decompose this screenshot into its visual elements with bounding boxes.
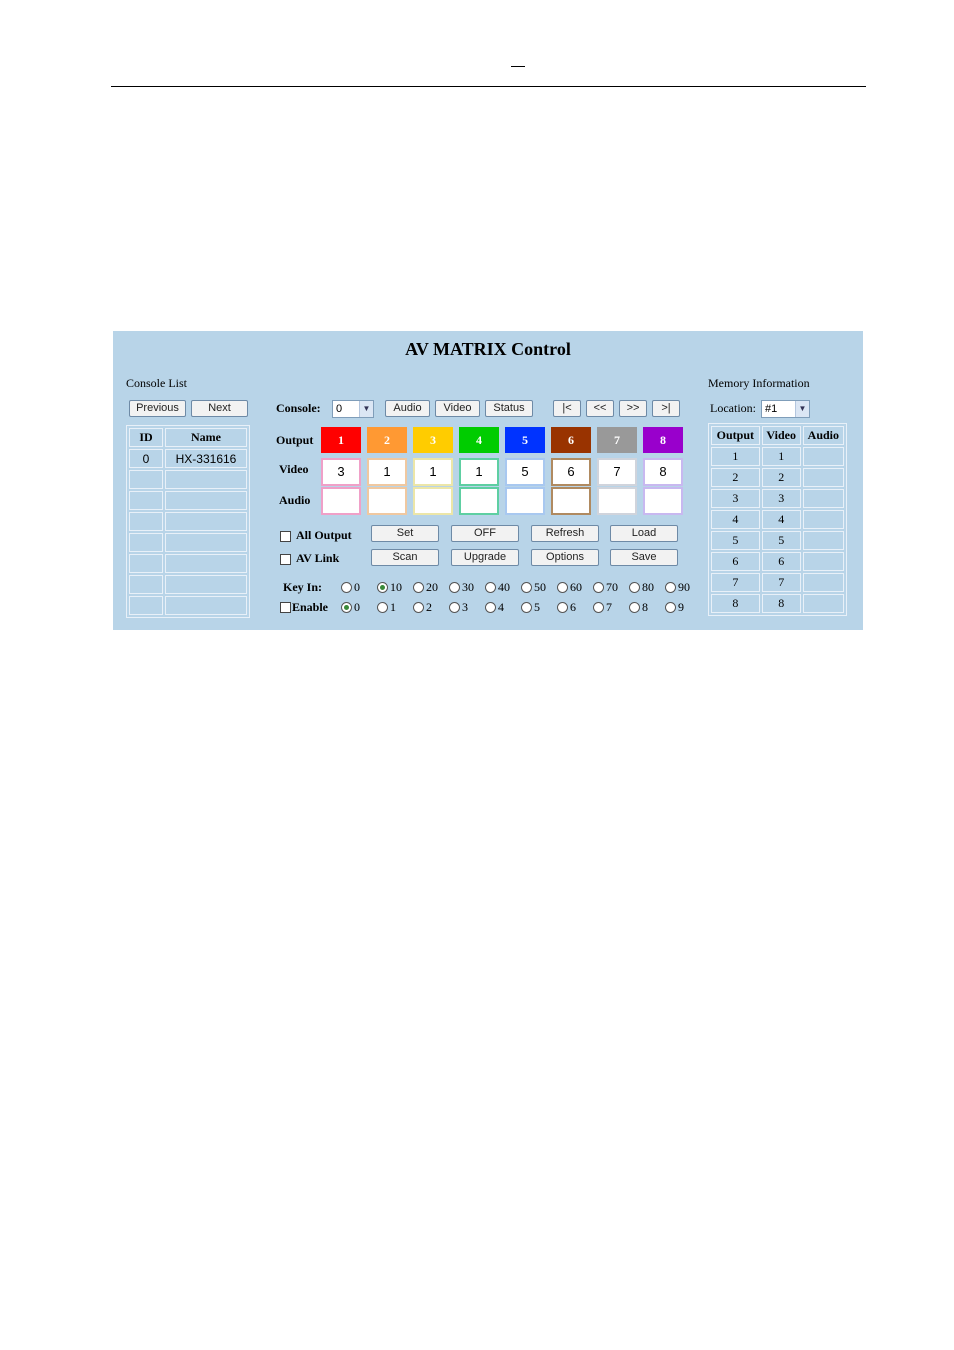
enable-checkbox[interactable] bbox=[280, 602, 291, 613]
video-row-label: Video bbox=[279, 462, 309, 476]
audio-input-2[interactable] bbox=[367, 487, 407, 515]
key_in-radio-label: 0 bbox=[354, 580, 360, 594]
next-button[interactable]: Next bbox=[191, 400, 248, 417]
output-button-7[interactable]: 7 bbox=[597, 427, 637, 453]
upgrade-button[interactable]: Upgrade bbox=[451, 549, 519, 566]
tab-video[interactable]: Video bbox=[435, 400, 480, 417]
video-input-8[interactable]: 8 bbox=[643, 458, 683, 486]
audio-row-label: Audio bbox=[279, 493, 311, 507]
console-select[interactable] bbox=[332, 400, 374, 418]
tab-audio[interactable]: Audio bbox=[385, 400, 430, 417]
all-output-checkbox[interactable] bbox=[280, 531, 291, 542]
header-mark bbox=[511, 66, 525, 67]
save-button[interactable]: Save bbox=[610, 549, 678, 566]
output-button-2[interactable]: 2 bbox=[367, 427, 407, 453]
first-page-button[interactable]: |< bbox=[553, 400, 581, 417]
audio-input-6[interactable] bbox=[551, 487, 591, 515]
memory-output-cell: 5 bbox=[711, 531, 760, 550]
memory-video-cell: 2 bbox=[762, 468, 801, 487]
prev-page-button[interactable]: << bbox=[586, 400, 614, 417]
memory-information-label: Memory Information bbox=[708, 376, 810, 390]
enable-radio-label: 6 bbox=[570, 600, 576, 614]
table-row[interactable] bbox=[129, 575, 247, 594]
refresh-button[interactable]: Refresh bbox=[531, 525, 599, 542]
enable-radio-label: 8 bbox=[642, 600, 648, 614]
key_in-radio-label: 20 bbox=[426, 580, 438, 594]
key_in-radio-label: 60 bbox=[570, 580, 582, 594]
key_in-radio-10[interactable] bbox=[377, 582, 388, 593]
memory-video-cell: 6 bbox=[762, 552, 801, 571]
console-list-label: Console List bbox=[126, 376, 188, 390]
enable-radio-8[interactable] bbox=[629, 602, 640, 613]
output-button-8[interactable]: 8 bbox=[643, 427, 683, 453]
key_in-radio-label: 90 bbox=[678, 580, 690, 594]
console-name-cell bbox=[165, 491, 247, 510]
key_in-radio-label: 10 bbox=[390, 580, 402, 594]
key_in-radio-70[interactable] bbox=[593, 582, 604, 593]
key_in-radio-label: 30 bbox=[462, 580, 474, 594]
enable-radio-6[interactable] bbox=[557, 602, 568, 613]
enable-radio-1[interactable] bbox=[377, 602, 388, 613]
enable-radio-label: 2 bbox=[426, 600, 432, 614]
console-id-cell bbox=[129, 575, 163, 594]
audio-input-8[interactable] bbox=[643, 487, 683, 515]
memory-audio-cell bbox=[803, 552, 844, 571]
memory-output-cell: 2 bbox=[711, 468, 760, 487]
table-row bbox=[711, 510, 844, 529]
av-link-label: AV Link bbox=[296, 551, 340, 565]
console-name-cell bbox=[165, 554, 247, 573]
table-row[interactable] bbox=[129, 596, 247, 615]
key_in-radio-40[interactable] bbox=[485, 582, 496, 593]
console-name-cell bbox=[165, 512, 247, 531]
key_in-radio-label: 40 bbox=[498, 580, 510, 594]
enable-radio-label: 0 bbox=[354, 600, 360, 614]
output-button-4[interactable]: 4 bbox=[459, 427, 499, 453]
memory-output-cell: 4 bbox=[711, 510, 760, 529]
enable-radio-3[interactable] bbox=[449, 602, 460, 613]
last-page-button[interactable]: >| bbox=[652, 400, 680, 417]
output-button-6[interactable]: 6 bbox=[551, 427, 591, 453]
memory-output-cell: 7 bbox=[711, 573, 760, 592]
console-id-cell bbox=[129, 554, 163, 573]
console-list-table bbox=[126, 425, 250, 618]
console-name-cell bbox=[165, 575, 247, 594]
output-button-1[interactable]: 1 bbox=[321, 427, 361, 453]
table-row bbox=[711, 447, 844, 466]
video-input-1[interactable]: 3 bbox=[321, 458, 361, 486]
enable-radio-9[interactable] bbox=[665, 602, 676, 613]
video-input-5[interactable]: 5 bbox=[505, 458, 545, 486]
location-select[interactable] bbox=[761, 400, 810, 418]
audio-input-7[interactable] bbox=[597, 487, 637, 515]
enable-radio-label: 5 bbox=[534, 600, 540, 614]
table-row[interactable] bbox=[129, 554, 247, 573]
av-matrix-panel bbox=[113, 331, 863, 630]
key_in-radio-30[interactable] bbox=[449, 582, 460, 593]
audio-input-1[interactable] bbox=[321, 487, 361, 515]
table-row[interactable] bbox=[129, 491, 247, 510]
enable-radio-5[interactable] bbox=[521, 602, 532, 613]
memory-audio-cell bbox=[803, 594, 844, 613]
column-header-output: Output bbox=[711, 426, 760, 445]
enable-radio-7[interactable] bbox=[593, 602, 604, 613]
location-select-value: #1 bbox=[765, 403, 778, 415]
chevron-down-icon: ▼ bbox=[795, 401, 809, 417]
chevron-down-icon: ▼ bbox=[359, 401, 373, 417]
table-row bbox=[711, 531, 844, 550]
memory-video-cell: 8 bbox=[762, 594, 801, 613]
column-header-audio: Audio bbox=[803, 426, 844, 445]
console-id-cell bbox=[129, 470, 163, 489]
memory-audio-cell bbox=[803, 489, 844, 508]
memory-video-cell: 7 bbox=[762, 573, 801, 592]
all-output-label: All Output bbox=[296, 528, 352, 542]
output-row-label: Output bbox=[276, 433, 314, 447]
column-header-video: Video bbox=[762, 426, 801, 445]
memory-output-cell: 6 bbox=[711, 552, 760, 571]
console-id-cell bbox=[129, 533, 163, 552]
table-row[interactable] bbox=[129, 512, 247, 531]
memory-video-cell: 4 bbox=[762, 510, 801, 529]
enable-radio-label: 7 bbox=[606, 600, 612, 614]
load-button[interactable]: Load bbox=[610, 525, 678, 542]
off-button[interactable]: OFF bbox=[451, 525, 519, 542]
key_in-radio-20[interactable] bbox=[413, 582, 424, 593]
console-name-cell bbox=[165, 533, 247, 552]
key_in-radio-80[interactable] bbox=[629, 582, 640, 593]
enable-radio-label: 3 bbox=[462, 600, 468, 614]
key_in-radio-50[interactable] bbox=[521, 582, 532, 593]
table-row bbox=[711, 594, 844, 613]
memory-output-cell: 3 bbox=[711, 489, 760, 508]
key_in-radio-label: 50 bbox=[534, 580, 546, 594]
table-row[interactable] bbox=[129, 533, 247, 552]
table-row bbox=[711, 573, 844, 592]
memory-audio-cell bbox=[803, 531, 844, 550]
console-id-cell bbox=[129, 491, 163, 510]
column-header-id: ID bbox=[129, 428, 163, 447]
previous-button[interactable]: Previous bbox=[129, 400, 186, 417]
audio-input-3[interactable] bbox=[413, 487, 453, 515]
console-id-cell: 0 bbox=[129, 449, 163, 468]
key_in-radio-label: 80 bbox=[642, 580, 654, 594]
memory-video-cell: 1 bbox=[762, 447, 801, 466]
memory-video-cell: 3 bbox=[762, 489, 801, 508]
console-id-cell bbox=[129, 596, 163, 615]
output-button-5[interactable]: 5 bbox=[505, 427, 545, 453]
table-row[interactable] bbox=[129, 470, 247, 489]
memory-audio-cell bbox=[803, 447, 844, 466]
enable-radio-label: 9 bbox=[678, 600, 684, 614]
console-name-cell bbox=[165, 596, 247, 615]
tab-status[interactable]: Status bbox=[485, 400, 533, 417]
video-input-2[interactable]: 1 bbox=[367, 458, 407, 486]
page-title: AV MATRIX Control bbox=[405, 339, 571, 359]
memory-audio-cell bbox=[803, 510, 844, 529]
set-button[interactable]: Set bbox=[371, 525, 439, 542]
console-name-cell bbox=[165, 470, 247, 489]
video-input-6[interactable]: 6 bbox=[551, 458, 591, 486]
column-header-name: Name bbox=[165, 428, 247, 447]
enable-radio-label: 1 bbox=[390, 600, 396, 614]
scan-button[interactable]: Scan bbox=[371, 549, 439, 566]
console-name-cell: HX-331616 bbox=[165, 449, 247, 468]
next-page-button[interactable]: >> bbox=[619, 400, 647, 417]
key_in-radio-0[interactable] bbox=[341, 582, 352, 593]
memory-audio-cell bbox=[803, 573, 844, 592]
header-rule bbox=[111, 86, 866, 87]
options-button[interactable]: Options bbox=[531, 549, 599, 566]
table-row bbox=[711, 468, 844, 487]
output-button-3[interactable]: 3 bbox=[413, 427, 453, 453]
av-link-checkbox[interactable] bbox=[280, 554, 291, 565]
video-input-7[interactable]: 7 bbox=[597, 458, 637, 486]
key-in-label: Key In: bbox=[283, 580, 322, 594]
enable-radio-4[interactable] bbox=[485, 602, 496, 613]
key_in-radio-label: 70 bbox=[606, 580, 618, 594]
enable-radio-2[interactable] bbox=[413, 602, 424, 613]
video-input-3[interactable]: 1 bbox=[413, 458, 453, 486]
table-row bbox=[711, 489, 844, 508]
enable-radio-label: 4 bbox=[498, 600, 504, 614]
memory-output-cell: 1 bbox=[711, 447, 760, 466]
memory-output-cell: 8 bbox=[711, 594, 760, 613]
table-row[interactable] bbox=[129, 449, 247, 468]
audio-input-5[interactable] bbox=[505, 487, 545, 515]
table-row bbox=[711, 552, 844, 571]
memory-video-cell: 5 bbox=[762, 531, 801, 550]
memory-audio-cell bbox=[803, 468, 844, 487]
video-input-4[interactable]: 1 bbox=[459, 458, 499, 486]
console-label: Console: bbox=[276, 401, 321, 415]
enable-label: Enable bbox=[292, 600, 329, 614]
location-label: Location: bbox=[710, 401, 756, 415]
key_in-radio-90[interactable] bbox=[665, 582, 676, 593]
console-select-value: 0 bbox=[336, 403, 343, 415]
memory-table bbox=[708, 423, 847, 616]
enable-radio-0[interactable] bbox=[341, 602, 352, 613]
console-id-cell bbox=[129, 512, 163, 531]
audio-input-4[interactable] bbox=[459, 487, 499, 515]
key_in-radio-60[interactable] bbox=[557, 582, 568, 593]
